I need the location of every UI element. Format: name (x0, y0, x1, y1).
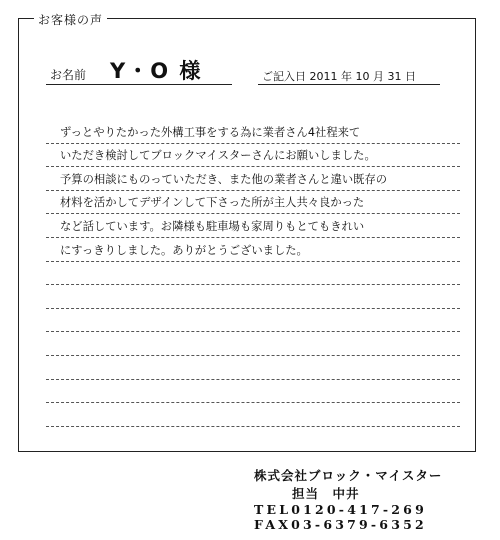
fax-number: FAX03-6379-6352 (254, 517, 427, 532)
date-field: ご記入日 2011 年 10 月 31 日 (262, 70, 416, 83)
name-label: お名前 (50, 68, 87, 82)
manager-name: 担当 中井 (292, 486, 360, 501)
comment-line: 材料を活かしてデザインして下さった所が主人共々良かった (46, 191, 460, 215)
comment-line: いただき検討してブロックマイスターさんにお願いしました。 (46, 144, 460, 168)
comment-area (46, 120, 460, 427)
name-underline (46, 84, 232, 85)
comment-line (46, 332, 460, 356)
company-stamp (254, 466, 474, 532)
comment-line: にすっきりしました。ありがとうございました。 (46, 238, 460, 262)
comment-line: ずっとやりたかった外構工事をする為に業者さん4社程来て (46, 120, 460, 144)
comment-line: など話しています。お隣様も駐車場も家周りもとてもきれい (46, 214, 460, 238)
comment-line (46, 262, 460, 286)
comment-line: 予算の相談にものっていただき、また他の業者さんと違い既存の (46, 167, 460, 191)
phone-number: TEL0120-417-269 (254, 502, 427, 517)
comment-line (46, 356, 460, 380)
comment-line (46, 309, 460, 333)
customer-name: Y・O 様 (110, 59, 203, 83)
date-underline (258, 84, 440, 85)
comment-line (46, 380, 460, 404)
comment-line (46, 285, 460, 309)
comment-line (46, 403, 460, 427)
form-title: お客様の声 (34, 11, 107, 28)
company-name: 株式会社ブロック・マイスター (254, 468, 443, 483)
